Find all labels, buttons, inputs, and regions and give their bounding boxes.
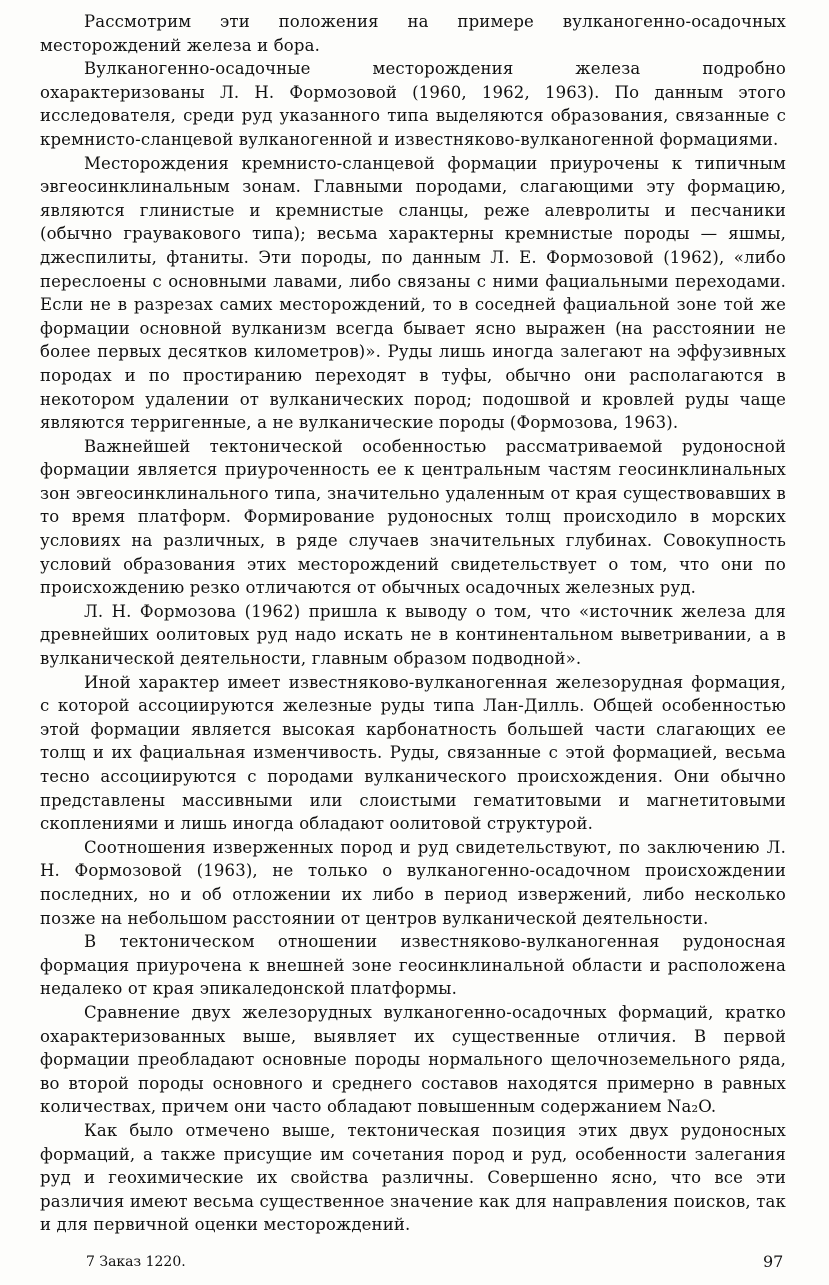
paragraph-intro: Рассмотрим эти положения на примере вулканогенно-осадочных месторождений железа и бора. bbox=[40, 12, 786, 55]
paragraph-iron-source: Л. Н. Формозова (1962) пришла к выводу о том, что «источник железа для древнейших оолитовых руд надо искать не в континентальном выветривании, а в вулканической деятельности, главным образом подводной». bbox=[40, 601, 786, 669]
paragraph-conclusion: Как было отмечено выше, тектоническая позиция этих двух рудоносных формаций, а также присущие им сочетания пород и руд, особенности залегания руд и геохимические их свойства различны. Совершенно ясно, что все эти различия имеют весьма существенное значение как для направления поисков, так и для первичной оценки месторождений. bbox=[40, 1120, 786, 1235]
paragraph-formozova-overview: Вулканогенно-осадочные месторождения железа подробно охарактеризованы Л. Н. Формозовой (1960, 1962, 1963). По данным этого исследователя, среди руд указанного типа выделяются образования, связанные с кремнисто-сланцевой вулканогенной и известняково-вулканогенной формациями. bbox=[40, 59, 786, 149]
paragraph-tectonic-position: В тектоническом отношении известняково-вулканогенная рудоносная формация приурочена к внешней зоне геосинклинальной области и расположена недалеко от края эпикаледонской платформы. bbox=[40, 932, 786, 999]
page-number: 97 bbox=[763, 1252, 784, 1271]
paragraph-limestone-volcanic-formation: Иной характер имеет известняково-вулканогенная железорудная формация, с которой ассоциируются железные руды типа Лан-Дилль. Общей особенностью этой формации является высокая карбонатность большей части слагающих ее толщ и их фациальная изменчивость. Руды, связанные с этой формацией, весьма тесно ассоциируются с породами вулканического происхождения. Они обычно представлены массивными или слоистыми гематитовыми и магнетитовыми скоплениями и лишь иногда обладают оолитовой структурой. bbox=[40, 672, 786, 834]
paragraph-tectonic-feature: Важнейшей тектонической особенностью рассматриваемой рудоносной формации является приуроченность ее к центральным частям геосинклинальных зон эвгеосинклинального типа, значительно удаленным от края существовавших в то время платформ. Формирование рудоносных толщ происходило в морских условиях на различных, в ряде случаев значительных глубинах. Совокупность условий образования этих месторождений свидетельствует о том, что они по происхождению резко отличаются от обычных осадочных железных руд. bbox=[40, 436, 786, 598]
paragraph-comparison: Сравнение двух железорудных вулканогенно-осадочных формаций, кратко охарактеризованных выше, выявляет их существенные отличия. В первой формации преобладают основные породы нормального щелочноземельного ряда, во второй породы основного и среднего составов находятся примерно в равных количествах, причем они часто обладают повышенным содержанием Na₂O. bbox=[40, 1002, 786, 1117]
paragraph-siliceous-shale-formation: Месторождения кремнисто-сланцевой формации приурочены к типичным эвгеосинклинальным зонам. Главными породами, слагающими эту формацию, являются глинистые и кремнистые сланцы, реже алевролиты и песчаники (обычно граувакового типа); весьма характерны кремнистые породы — яшмы, джеспилиты, фтаниты. Эти породы, по данным Л. Е. Формозовой (1962), «либо переслоены с основными лавами, либо связаны с ними фациальными переходами. Если не в разрезах самих месторождений, то в соседней фациальной зоне той же формации основной вулканизм всегда бывает ясно выражен (на расстоянии не более первых десятков километров)». Руды лишь иногда залегают на эффузивных породах и по простиранию переходят в туфы, обычно они располагаются в некотором удалении от вулканических пород; подошвой и кровлей руды чаще являются терригенные, а не вулканические породы (Формозова, 1963). bbox=[40, 153, 786, 433]
paragraph-rock-ore-relations: Соотношения изверженных пород и руд свидетельствуют, по заключению Л. Н. Формозовой (1963), не только о вулканогенно-осадочном происхождении последних, но и об отложении их либо в период извержений, либо несколько позже на небольшом расстоянии от центров вулканической деятельности. bbox=[40, 837, 786, 928]
order-note: 7 Заказ 1220. bbox=[86, 1254, 186, 1270]
body-text bbox=[40, 10, 786, 1237]
